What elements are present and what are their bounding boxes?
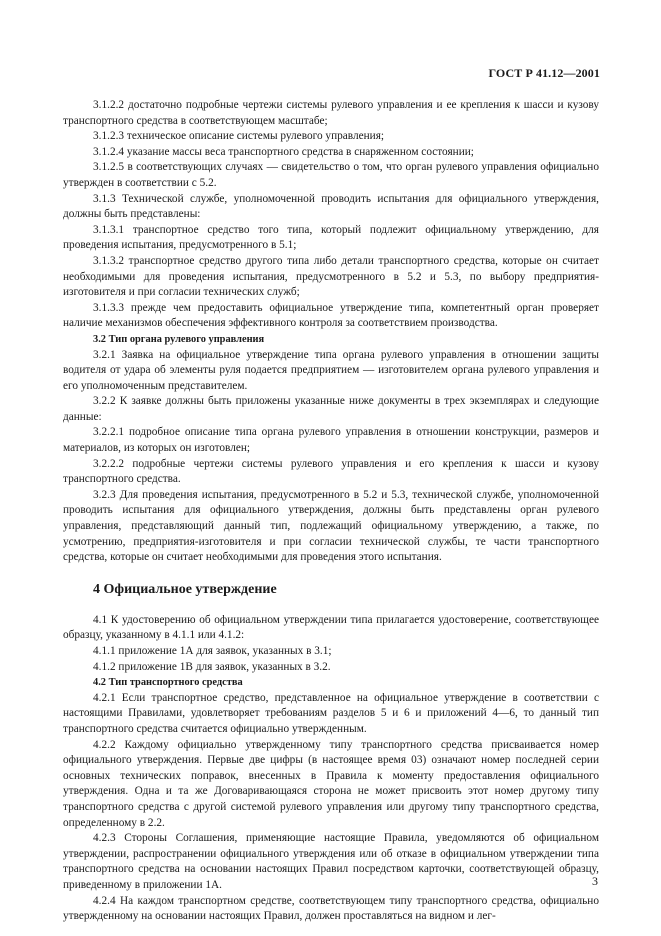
paragraph-3-1-2-3: 3.1.2.3 техническое описание системы рулевого управления; [93,130,385,143]
subsection-heading-4-2: 4.2 Тип транспортного средства [93,677,243,689]
paragraph-4-1-2: 4.1.2 приложение 1В для заявок, указанных в 3.2. [93,660,331,673]
page-body [63,98,599,925]
paragraph-4-2-4: 4.2.4 На каждом транспортном средстве, соответствующем типу транспортного средства, официально утвержденному на основании настоящих Правил, должен проставляться на видном и лег- [63,894,599,923]
document-header-id: ГОСТ Р 41.12—2001 [488,66,600,80]
paragraph-4-1: 4.1 К удостоверению об официальном утверждении типа прилагается удостоверение, соответствующее образцу, указанному в 4.1.1 или 4.1.2: [63,613,599,642]
paragraph-4-2-2: 4.2.2 Каждому официально утвержденному типу транспортного средства присваивается номер официального утверждения. Первые две цифры (в настоящее время 03) означают номер последней серии основных технических поправок, внесенных в Правила к моменту предоставления официального утверждения. Одна и та же Договаривающаяся сторона не может присвоить этот номер другому типу транспортного средства с другой системой рулевого управления или другому типу транспортного средства, определенному в 2.2. [63,738,599,829]
paragraph-3-1-2-4: 3.1.2.4 указание массы веса транспортного средства в снаряженном состоянии; [93,145,474,158]
paragraph-3-2-1: 3.2.1 Заявка на официальное утверждение типа органа рулевого управления в отношении защиты водителя от удара об элементы руля подается предприятием — изготовителем органа рулевого управления и его уполномоченным представителем. [63,348,599,392]
paragraph-3-2-3: 3.2.3 Для проведения испытания, предусмотренного в 5.2 и 5.3, технической службе, уполномоченной проводить испытания для официального утверждения, должны быть представлены орган рулевого управления, представляющий данный тип, подлежащий официальному утверждению, а также, по усмотрению, предприятия-изготовителя и при согласии технической службы, те части транспортного средства, которые он считает необходимыми для проведения этого испытания. [63,488,599,564]
subsection-heading-3-2: 3.2 Тип органа рулевого управления [93,333,265,345]
page-number: 3 [592,874,598,888]
paragraph-3-2-2-2: 3.2.2.2 подробные чертежи системы рулевого управления и его крепления к шасси и кузову транспортного средства. [63,457,599,486]
paragraph-3-1-2-2: 3.1.2.2 достаточно подробные чертежи системы рулевого управления и ее крепления к шасси и кузову транспортного средства в соответствующем масштабе; [63,99,599,127]
paragraph-3-1-3-2: 3.1.3.2 транспортное средство другого типа либо детали транспортного средства, которые он считает необходимыми для проведения испытания, предусмотренного в 5.2 и 5.3, по выбору предприятия-изготовителя и при согласии технических служб; [63,254,599,299]
paragraph-3-1-3-3: 3.1.3.3 прежде чем предоставить официальное утверждение типа, компетентный орган проверяет наличие механизмов обеспечения эффективного контроля за соответствием производства. [63,301,599,330]
paragraph-4-1-1: 4.1.1 приложение 1А для заявок, указанных в 3.1; [93,645,332,657]
paragraph-3-1-2-5: 3.1.2.5 в соответствующих случаях — свидетельство о том, что орган рулевого управления официально утвержден в соответствии с 5.2. [63,161,599,189]
paragraph-3-2-2: 3.2.2 К заявке должны быть приложены указанные ниже документы в трех экземплярах и следующие данные: [63,395,599,423]
paragraph-4-2-3: 4.2.3 Стороны Соглашения, применяющие настоящие Правила, уведомляются об официальном утверждении, распространении официального утверждения или об отказе в официальном утверждении типа транспортного средства на основании настоящих Правил посредством карточки, соответствующей образцу, приведенному в приложении 1А. [63,832,599,891]
paragraph-3-1-3: 3.1.3 Технической службе, уполномоченной проводить испытания для официального утверждения, должны быть представлены: [63,192,599,221]
section-heading-4: 4 Официальное утверждение [93,581,277,597]
paragraph-3-1-3-1: 3.1.3.1 транспортное средство того типа, который подлежит официальному утверждению, для проведения испытания, предусмотренного в 5.1; [63,223,599,252]
paragraph-4-2-1: 4.2.1 Если транспортное средство, представленное на официальное утверждение в соответствии с настоящими Правилами, удовлетворяет требованиям разделов 5 и 6 и приложений 4—6, то данный тип транспортного средства считается официально утвержденным. [63,691,599,735]
paragraph-3-2-2-1: 3.2.2.1 подробное описание типа органа рулевого управления в отношении конструкции, размеров и материалов, из которых он изготовлен; [63,426,599,455]
